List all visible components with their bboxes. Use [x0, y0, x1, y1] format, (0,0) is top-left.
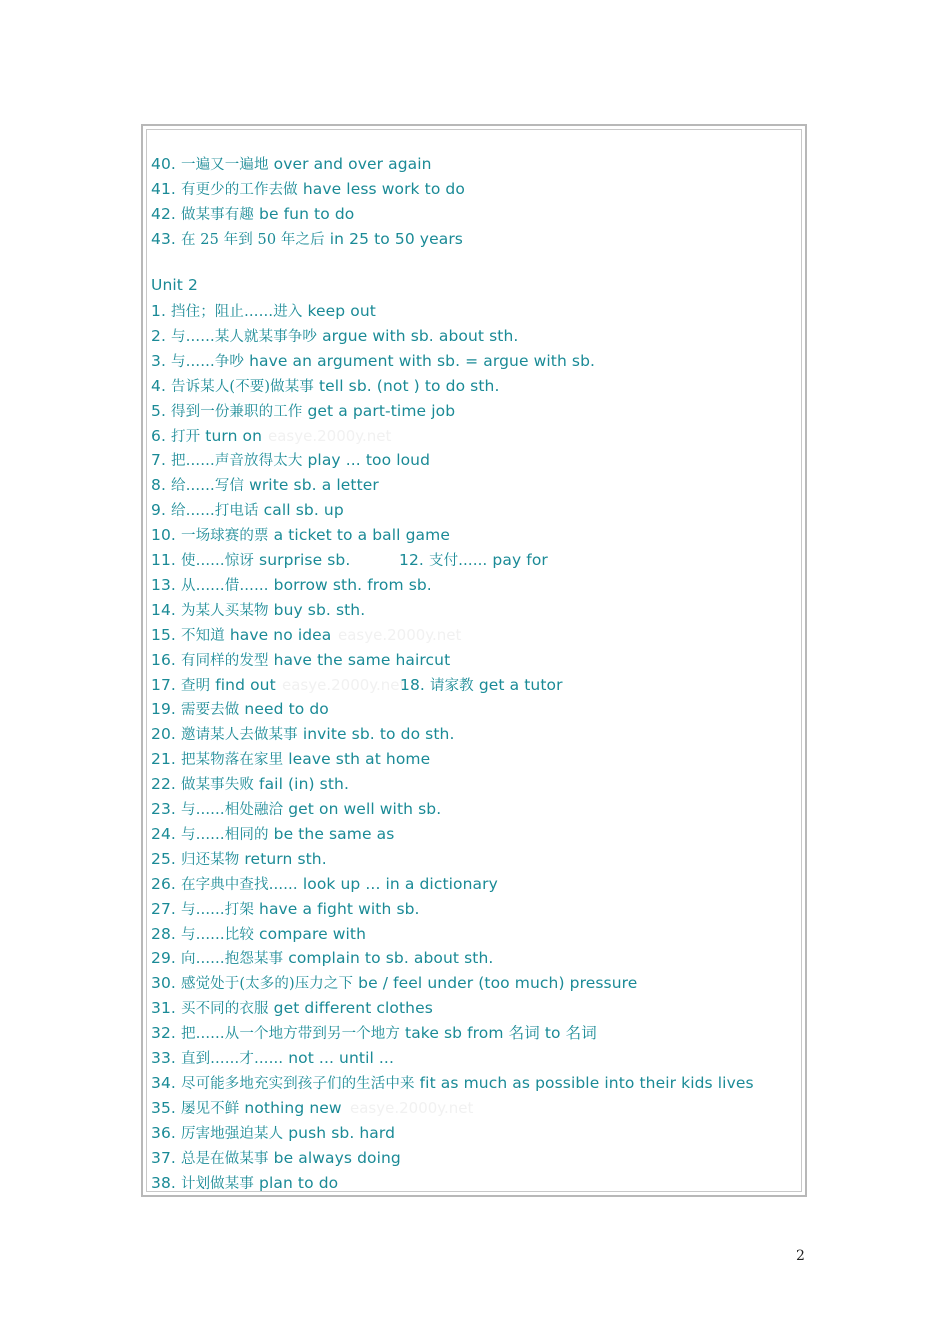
entry-number: 6.: [151, 427, 166, 445]
entry-english: plan to do: [259, 1174, 339, 1192]
entry-english: call sb. up: [263, 501, 344, 519]
entry-number: 14.: [151, 601, 176, 619]
entry-english: write sb. a letter: [249, 476, 379, 494]
entry-english: in 25 to 50 years: [329, 230, 463, 248]
entry-english: be always doing: [273, 1149, 401, 1167]
entry-number: 23.: [151, 800, 176, 818]
entry-chinese: 把……声音放得太大: [171, 453, 303, 469]
vocab-entry: [151, 204, 354, 225]
entry-chinese: 给……写信: [171, 478, 245, 494]
entry-chinese: 得到一份兼职的工作: [171, 404, 303, 420]
entry-number: 32.: [151, 1024, 176, 1042]
entry-chinese: 计划做某事: [180, 1176, 254, 1192]
entry-chinese: 厉害地强迫某人: [180, 1126, 284, 1142]
entry-number: 36.: [151, 1124, 176, 1142]
vocab-entry: [151, 1073, 754, 1094]
entry-number: 40.: [151, 155, 176, 173]
entry-english: need to do: [244, 700, 329, 718]
entry-chinese: 为某人买某物: [180, 603, 269, 619]
vocab-entry: [151, 301, 376, 322]
entry-number: 16.: [151, 651, 176, 669]
entry-english: compare with: [259, 925, 367, 943]
entry-number: 31.: [151, 999, 176, 1017]
vocab-entry: [151, 326, 518, 347]
vocab-entry: [151, 849, 327, 870]
watermark: easye.2000y.net: [338, 626, 462, 644]
vocab-entry: [151, 650, 450, 671]
entry-number: 38.: [151, 1174, 176, 1192]
watermark: easye.2000y.net: [350, 1099, 474, 1117]
vocab-entry: [151, 1123, 395, 1144]
entry-chinese: 给……打电话: [171, 503, 259, 519]
entry-english: pay for: [492, 551, 548, 569]
entry-number: 9.: [151, 501, 166, 519]
entry-english: have no idea: [229, 626, 332, 644]
vocab-entry: [151, 475, 379, 496]
entry-english: be / feel under (too much) pressure: [358, 974, 638, 992]
entry-chinese: 把某物落在家里: [180, 752, 284, 768]
entry-chinese: 查明: [180, 678, 211, 694]
vocab-entry: [151, 575, 432, 596]
page-number: 2: [796, 1248, 805, 1264]
entry-chinese: 使……惊讶: [180, 553, 254, 569]
vocab-entry: [151, 229, 463, 250]
entry-chinese: 需要去做: [180, 702, 240, 718]
entry-english: be fun to do: [259, 205, 355, 223]
entry-english: fail (in) sth.: [259, 775, 349, 793]
entry-chinese: 有更少的工作去做: [180, 182, 298, 198]
entry-english: argue with sb. about sth.: [322, 327, 519, 345]
entry-chinese: 不知道: [180, 628, 225, 644]
entry-number: 42.: [151, 205, 176, 223]
entry-chinese: 归还某物: [180, 852, 240, 868]
vocab-entry-inline: [399, 550, 548, 571]
entry-chinese: 一场球赛的票: [180, 528, 269, 544]
entry-number: 2.: [151, 327, 166, 345]
entry-chinese: 做某事有趣: [180, 207, 254, 223]
entry-number: 4.: [151, 377, 166, 395]
watermark: easye.2000y.net: [268, 427, 392, 445]
entry-number: 28.: [151, 925, 176, 943]
entry-number: 35.: [151, 1099, 176, 1117]
vocab-entry: [151, 874, 498, 895]
entry-number: 17.: [151, 676, 176, 694]
entry-english: nothing new: [244, 1099, 342, 1117]
entry-english: a ticket to a ball game: [273, 526, 450, 544]
entry-number: 30.: [151, 974, 176, 992]
entry-chinese: 直到……才……: [180, 1051, 284, 1067]
entry-english: be the same as: [273, 825, 395, 843]
entry-english: invite sb. to do sth.: [302, 725, 455, 743]
entry-chinese: 在字典中查找……: [180, 877, 298, 893]
entry-chinese: 屡见不鲜: [180, 1101, 240, 1117]
entry-english: get a tutor: [478, 676, 563, 694]
entry-english: push sb. hard: [288, 1124, 396, 1142]
vocab-entry: [151, 1148, 401, 1169]
entry-number: 20.: [151, 725, 176, 743]
entry-number: 41.: [151, 180, 176, 198]
entry-chinese: 买不同的衣服: [180, 1001, 269, 1017]
vocab-entry: [151, 824, 394, 845]
entry-number: 26.: [151, 875, 176, 893]
unit-heading: Unit 2: [151, 276, 198, 294]
entry-english: have the same haircut: [273, 651, 451, 669]
entry-number: 25.: [151, 850, 176, 868]
entry-english: look up ... in a dictionary: [302, 875, 498, 893]
vocab-entry: [151, 550, 548, 571]
entry-chinese: 向……抱怨某事: [180, 951, 284, 967]
entry-english: surprise sb.: [259, 551, 351, 569]
entry-number: 33.: [151, 1049, 176, 1067]
entry-english: turn on: [205, 427, 263, 445]
entry-number: 34.: [151, 1074, 176, 1092]
entry-number: 1.: [151, 302, 166, 320]
entry-chinese: 把……从一个地方带到另一个地方: [180, 1026, 400, 1042]
vocab-entry: [151, 525, 450, 546]
entry-number: 8.: [151, 476, 166, 494]
entry-english: borrow sth. from sb.: [273, 576, 432, 594]
entry-english: keep out: [307, 302, 376, 320]
entry-number: 11.: [151, 551, 176, 569]
vocab-entry: [151, 426, 262, 447]
entry-english: get on well with sb.: [288, 800, 442, 818]
entry-number: 5.: [151, 402, 166, 420]
entry-chinese: 感觉处于(太多的)压力之下: [180, 976, 354, 992]
entry-english: over and over again: [273, 155, 432, 173]
entry-english: have an argument with sb. = argue with sb.: [249, 352, 596, 370]
entry-number: 19.: [151, 700, 176, 718]
entry-number: 7.: [151, 451, 166, 469]
entry-chinese: 请家教: [429, 678, 474, 694]
entry-number: 12.: [399, 551, 424, 569]
entry-number: 18.: [400, 676, 425, 694]
entry-chinese: 邀请某人去做某事: [180, 727, 298, 743]
vocab-entry: [151, 625, 331, 646]
vocab-entry: [151, 1098, 342, 1119]
entry-number: 27.: [151, 900, 176, 918]
entry-chinese: 挡住；阻止……进入: [171, 304, 303, 320]
vocab-entry: [151, 351, 595, 372]
entry-english: have less work to do: [302, 180, 465, 198]
entry-number: 3.: [151, 352, 166, 370]
entry-number: 13.: [151, 576, 176, 594]
entry-english: complain to sb. about sth.: [288, 949, 494, 967]
entry-english: tell sb. (not ) to do sth.: [318, 377, 500, 395]
entry-chinese: 支付……: [428, 553, 488, 569]
entry-number: 21.: [151, 750, 176, 768]
vocab-entry: [151, 899, 420, 920]
entry-chinese: 与……争吵: [171, 354, 245, 370]
entry-chinese: 有同样的发型: [180, 653, 269, 669]
entry-chinese: 一遍又一遍地: [180, 157, 269, 173]
entry-chinese: 尽可能多地充实到孩子们的生活中来: [180, 1076, 415, 1092]
entry-english: get different clothes: [273, 999, 433, 1017]
vocab-entry: [151, 600, 365, 621]
vocab-entry: [151, 998, 433, 1019]
entry-chinese: 与……打架: [180, 902, 254, 918]
vocab-entry: [151, 699, 329, 720]
vocab-entry: [151, 500, 344, 521]
watermark: easye.2000y.net: [282, 676, 406, 694]
entry-english: return sth.: [244, 850, 327, 868]
vocab-entry: [151, 724, 455, 745]
vocab-entry: [151, 179, 465, 200]
vocab-entry: [151, 924, 366, 945]
entry-number: 15.: [151, 626, 176, 644]
entry-english: have a fight with sb.: [259, 900, 420, 918]
vocab-entry: [151, 973, 637, 994]
entry-english: leave sth at home: [288, 750, 431, 768]
vocab-entry: [151, 1048, 394, 1069]
entry-chinese: 总是在做某事: [180, 1151, 269, 1167]
entry-chinese: 与……某人就某事争吵: [171, 329, 318, 345]
entry-chinese: 打开: [171, 429, 201, 445]
vocab-entry-inline: [400, 675, 563, 696]
entry-number: 22.: [151, 775, 176, 793]
vocab-entry: [151, 1023, 597, 1044]
entry-chinese: 告诉某人(不要)做某事: [171, 379, 314, 395]
entry-chinese: 做某事失败: [180, 777, 254, 793]
entry-number: 29.: [151, 949, 176, 967]
entry-chinese: 与……相处融洽: [180, 802, 284, 818]
entry-english: not ... until ...: [288, 1049, 394, 1067]
entry-chinese: 在 25 年到 50 年之后: [180, 232, 325, 248]
vocab-entry: [151, 401, 455, 422]
entry-number: 43.: [151, 230, 176, 248]
entry-number: 37.: [151, 1149, 176, 1167]
vocab-entry: [151, 774, 349, 795]
vocab-entry: [151, 1173, 338, 1194]
entry-english: find out: [215, 676, 276, 694]
vocab-entry: [151, 749, 430, 770]
vocab-entry: [151, 450, 430, 471]
vocab-entry: [151, 799, 441, 820]
entry-chinese: 从……借……: [180, 578, 269, 594]
vocab-entry: [151, 376, 499, 397]
entry-chinese: 与……相同的: [180, 827, 269, 843]
entry-chinese: 与……比较: [180, 927, 254, 943]
entry-english: buy sb. sth.: [273, 601, 366, 619]
entry-number: 24.: [151, 825, 176, 843]
entry-english: get a part-time job: [307, 402, 456, 420]
vocab-entry: [151, 154, 432, 175]
entry-english: play ... too loud: [307, 451, 431, 469]
vocab-entry: [151, 948, 493, 969]
entry-number: 10.: [151, 526, 176, 544]
entry-english: fit as much as possible into their kids lives: [419, 1074, 754, 1092]
entry-english: take sb from 名词 to 名词: [405, 1024, 597, 1042]
